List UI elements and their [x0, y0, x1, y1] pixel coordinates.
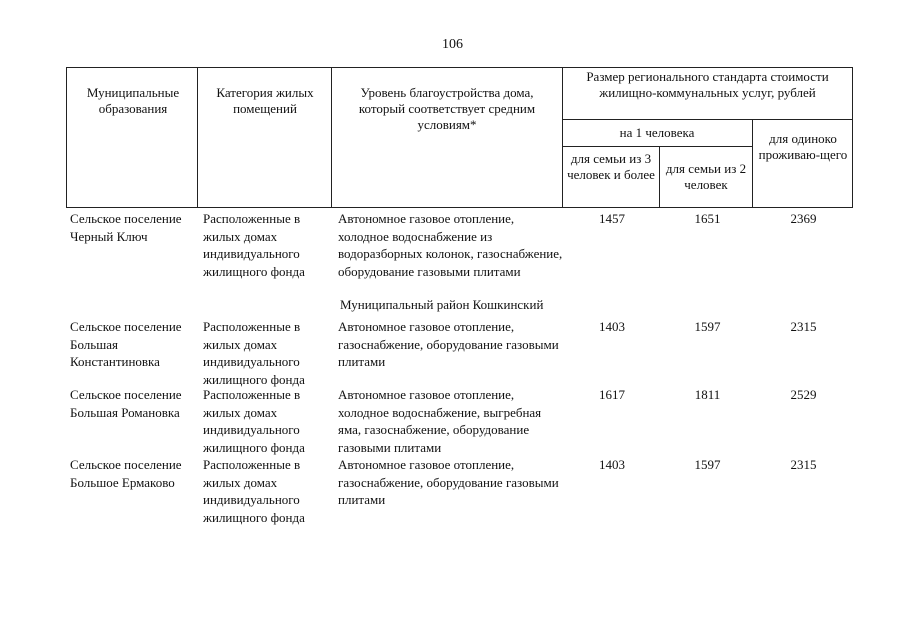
header-level: Уровень благоустройства дома, который соответствует средним условиям*	[358, 85, 536, 132]
category-cell: Расположенные в жилых домах индивидуального жилищного фонда	[203, 319, 305, 387]
header-hline-1	[562, 119, 853, 120]
header-hline-2	[562, 146, 752, 147]
value-single: 2369	[790, 211, 817, 226]
header-border-top	[66, 67, 853, 68]
header-divider-5	[752, 119, 753, 208]
table-header	[66, 67, 853, 208]
header-divider-3	[562, 67, 563, 208]
value-family3: 1457	[599, 211, 625, 226]
header-municipal: Муниципальные образования	[86, 85, 180, 116]
value-family2: 1597	[694, 457, 721, 472]
header-border-bottom	[66, 207, 853, 208]
value-family3: 1403	[599, 457, 625, 472]
category-cell: Расположенные в жилых домах индивидуального жилищного фонда	[203, 211, 305, 279]
category-cell: Расположенные в жилых домах индивидуального жилищного фонда	[203, 387, 305, 455]
header-family2: для семьи из 2 человек	[665, 161, 747, 192]
value-single: 2315	[790, 457, 817, 472]
level-cell: Автономное газовое отопление, холодное водоснабжение из водоразборных колонок, газоснабжение, оборудование газовыми плитами	[338, 211, 563, 279]
value-single: 2315	[790, 319, 817, 334]
municipal-cell: Сельское поселение Большое Ермаково	[70, 457, 182, 490]
header-border-right	[852, 67, 853, 208]
value-family2: 1811	[694, 387, 721, 402]
header-single: для одиноко проживаю-щего	[758, 131, 848, 162]
header-divider-4	[659, 146, 660, 208]
header-border-left	[66, 67, 67, 208]
page-number: 106	[442, 37, 463, 52]
category-cell: Расположенные в жилых домах индивидуального жилищного фонда	[203, 457, 305, 525]
header-family3: для семьи из 3 человек и более	[567, 151, 655, 182]
header-divider-2	[331, 67, 332, 208]
municipal-cell: Сельское поселение Большая Константиновка	[70, 319, 182, 369]
value-family2: 1651	[694, 211, 721, 226]
municipal-cell: Сельское поселение Большая Романовка	[70, 387, 182, 420]
level-cell: Автономное газовое отопление, холодное водоснабжение, выгребная яма, газоснабжение, оборудование газовыми плитами	[338, 387, 542, 455]
header-size: Размер регионального стандарта стоимости жилищно-коммунальных услуг, рублей	[586, 69, 829, 100]
level-cell: Автономное газовое отопление, газоснабжение, оборудование газовыми плитами	[338, 319, 559, 369]
header-category: Категория жилых помещений	[216, 85, 314, 116]
value-family3: 1403	[599, 319, 625, 334]
header-per-person: на 1 человека	[619, 125, 695, 140]
value-family2: 1597	[694, 319, 721, 334]
header-divider-1	[197, 67, 198, 208]
level-cell: Автономное газовое отопление, газоснабжение, оборудование газовыми плитами	[338, 457, 559, 507]
municipal-cell: Сельское поселение Черный Ключ	[70, 211, 182, 244]
value-single: 2529	[790, 387, 817, 402]
value-family3: 1617	[599, 387, 625, 402]
district-heading: Муниципальный район Кошкинский	[340, 297, 544, 312]
